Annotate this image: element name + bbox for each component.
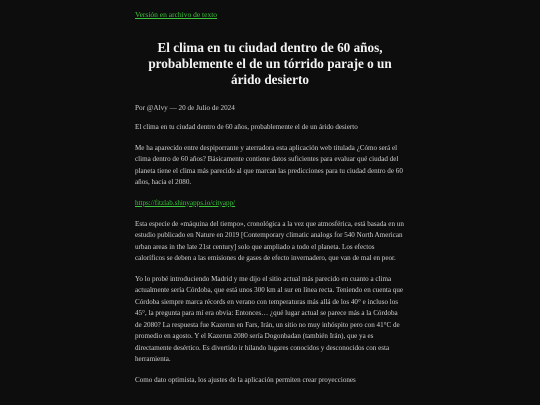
article-paragraph-study: Esta especie de «máquina del tiempo», cronológica a la vez que atmosférica, está basada en un estudio publicado en Nature en 2019 [Contemporary climatic analogs for 540 North American urban areas in the late 21st century] solo que ampliado a todo el planeta. Los efectos caloríficos se deben a las emisiones de gases de efecto invernadero, que van de mal en peor. — [135, 219, 404, 262]
article-title: El clima en tu ciudad dentro de 60 años, probablemente el de un tórrido paraje o un árido desierto — [148, 40, 392, 87]
article-paragraph-summary: El clima en tu ciudad dentro de 60 años, probablemente el de un árido desierto — [135, 123, 358, 131]
article-paragraph-intro: Me ha aparecido entre despiporrante y aterradora esta aplicación web titulada ¿Cómo será el clima dentro de 60 años? Básicamente contiene datos suficientes para evaluar qué ciudad del planeta tiene el clima más parecido al que marcan las predicciones para tu ciudad dentro de 60 años, hacia el 2080. — [135, 143, 403, 186]
text-version-link[interactable]: Versión en archivo de texto — [135, 10, 218, 19]
article-paragraph-madrid: Yo lo probé introduciendo Madrid y me dijo el sitio actual más parecido en cuanto a clima actualmente sería Córdoba, que está unos 300 km al sur en línea recta. Teniendo en cuenta que Córdoba siempre marca récords en verano con temperaturas más allá de los 40° e incluso los 45°, la pregunta para mí era obvia: Entonces… ¿qué lugar actual se parece más a la Córdoba de 2080? La respuesta fue Kazerun en Fars, Irán, un sitio no muy inhóspito pero con 41°C de promedio en agosto. Y el Kazerun 2080 sería Dogonbadan (también Irán), que ya es directamente desértico. Es divertido ir hilando lugares conocidos y desconocidos con esta herramienta. — [135, 274, 404, 363]
article-paragraph-optimistic: Como dato optimista, los ajustes de la aplicación permiten crear proyecciones — [135, 375, 356, 384]
article-byline: Por @Alvy — 20 de Julio de 2024 — [135, 104, 235, 112]
cityapp-link[interactable]: https://fitzlab.shinyapps.io/cityapp/ — [135, 198, 236, 207]
article-column — [135, 0, 405, 386]
